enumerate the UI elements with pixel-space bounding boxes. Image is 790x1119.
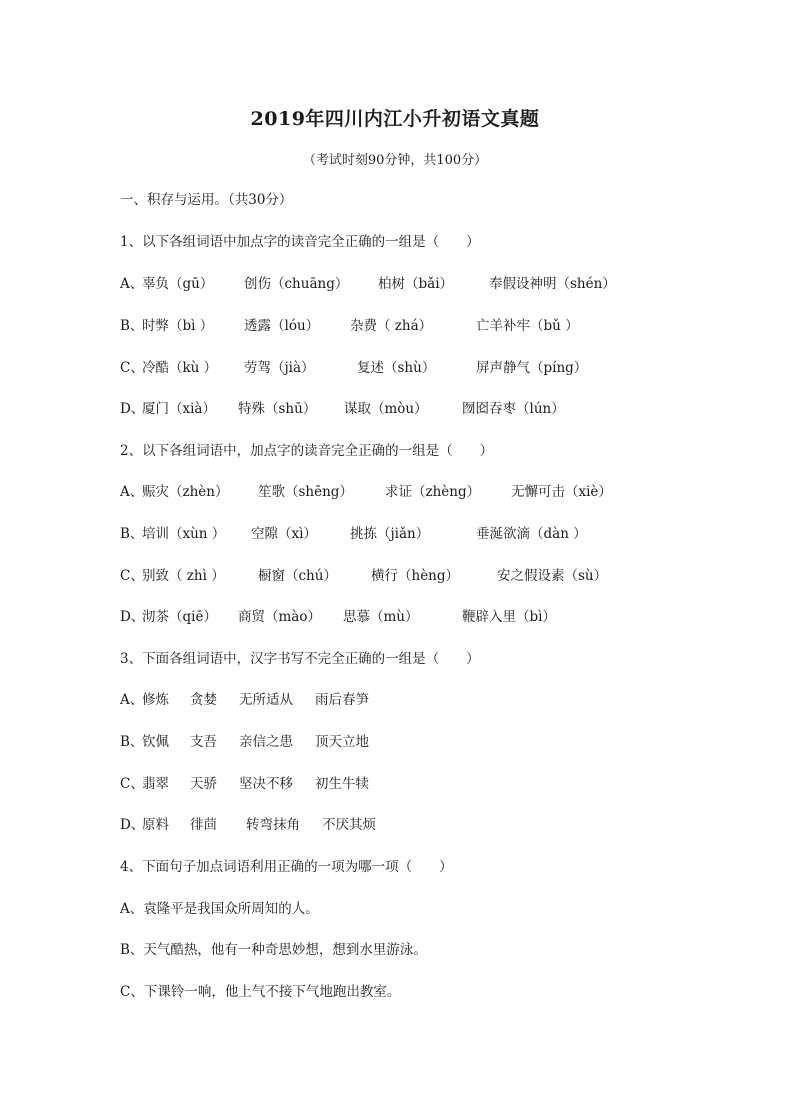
option-item: 修炼 [142, 692, 169, 708]
option-item: 贪婪 [190, 692, 217, 708]
option-item: 垂涎欲滴（dàn ） [476, 526, 587, 542]
option-item: 翡翠 [142, 776, 169, 792]
option-label: A、 [120, 276, 144, 292]
option-item: 时弊（bì ） [142, 318, 214, 334]
option-item: 安之假设素（sù） [497, 568, 608, 584]
option-item: 钦佩 [142, 734, 169, 750]
option-item: 笙歌（shēng） [258, 484, 353, 500]
option-item: 亡羊补牢（bǔ ） [476, 318, 579, 334]
question-1-stem: 1、以下各组词语中加点字的读音完全正确的一组是（ ） [120, 234, 480, 250]
option-item: 沏茶（qiē） [142, 609, 217, 625]
option-item: 商贸（mào） [238, 609, 321, 625]
option-item: 亲信之患 [239, 734, 293, 750]
option-item: 顶天立地 [315, 734, 369, 750]
option-label: B、 [120, 526, 144, 542]
option-item: 无懈可击（xiè） [511, 484, 612, 500]
question-4-option-c: C、下课铃一响，他上气不接下气地跑出教室。 [120, 984, 401, 1000]
option-item: 天骄 [190, 776, 217, 792]
option-item: 特殊（shū） [238, 401, 317, 417]
option-item: 屏声静气（píng） [476, 360, 588, 376]
option-label: A、 [120, 484, 144, 500]
option-label: C、 [120, 776, 144, 792]
option-item: 复述（shù） [357, 360, 436, 376]
question-4-stem: 4、下面句子加点词语利用正确的一项为哪一项（ ） [120, 859, 453, 875]
option-item: 透露（lóu） [244, 318, 320, 334]
question-4-option-a: A、袁隆平是我国众所周知的人。 [120, 901, 319, 917]
option-item: 徘茴 [190, 817, 217, 833]
option-item: 求证（zhèng） [385, 484, 481, 500]
question-3-stem: 3、下面各组词语中，汉字书写不完全正确的一组是（ ） [120, 651, 480, 667]
option-item: 杂费（ zhá） [350, 318, 433, 334]
option-item: 初生牛犊 [315, 776, 369, 792]
option-item: 赈灾（zhèn） [142, 484, 229, 500]
question-2-stem: 2、以下各组词语中，加点字的读音完全正确的一组是（ ） [120, 443, 494, 459]
option-item: 转弯抹角 [246, 817, 300, 833]
option-item: 别致（ zhì ） [142, 568, 225, 584]
exam-subtitle: （考试时刻90分钟，共100分） [302, 153, 488, 168]
option-item: 劳驾（jià） [244, 360, 315, 376]
page-title: 2019年四川内江小升初语文真题 [250, 108, 540, 130]
option-item: 谋取（mòu） [344, 401, 428, 417]
option-item: 不厌其烦 [322, 817, 376, 833]
option-item: 创伤（chuāng） [244, 276, 349, 292]
option-item: 无所适从 [239, 692, 293, 708]
option-item: 橱窗（chú） [258, 568, 337, 584]
option-item: 柏树（bǎi） [378, 276, 454, 292]
option-label: D、 [120, 609, 145, 625]
option-item: 思慕（mù） [343, 609, 419, 625]
option-item: 支吾 [190, 734, 217, 750]
option-item: 鞭辟入里（bì） [462, 609, 556, 625]
section-heading: 一、积存与运用。（共30分） [120, 192, 293, 208]
option-label: C、 [120, 568, 144, 584]
option-item: 横行（hèng） [371, 568, 460, 584]
option-label: D、 [120, 401, 145, 417]
option-item: 辜负（gū） [142, 276, 214, 292]
option-item: 奉假设神明（shén） [489, 276, 616, 292]
option-item: 培训（xùn ） [142, 526, 226, 542]
option-item: 坚决不移 [239, 776, 293, 792]
option-label: A、 [120, 692, 144, 708]
option-item: 挑拣（jiǎn） [350, 526, 430, 542]
option-label: B、 [120, 318, 144, 334]
option-item: 厦门（xià） [142, 401, 216, 417]
option-label: C、 [120, 360, 144, 376]
option-label: D、 [120, 817, 145, 833]
option-item: 原料 [142, 817, 169, 833]
question-4-option-b: B、天气酷热，他有一种奇思妙想，想到水里游泳。 [120, 942, 427, 958]
option-item: 冷酷（kù ） [142, 360, 218, 376]
option-label: B、 [120, 734, 144, 750]
option-item: 空隙（xì） [251, 526, 317, 542]
option-item: 囫囵吞枣（lún） [462, 401, 565, 417]
option-item: 雨后春笋 [315, 692, 369, 708]
